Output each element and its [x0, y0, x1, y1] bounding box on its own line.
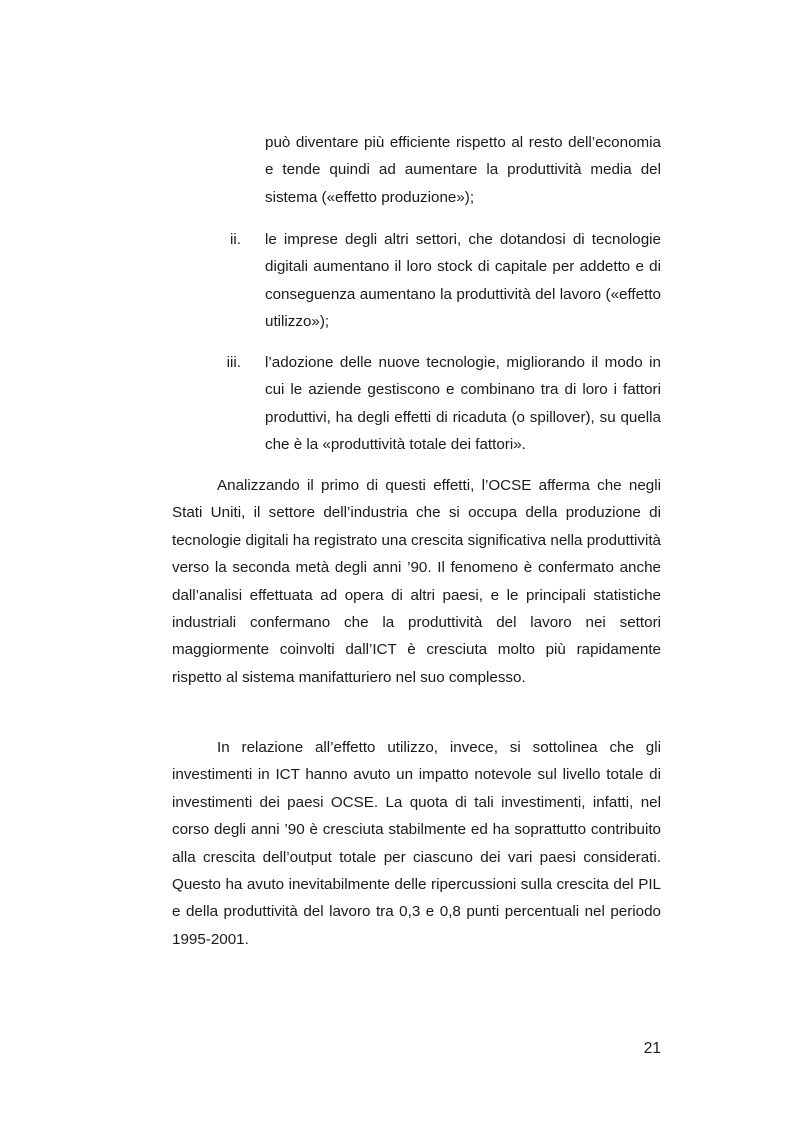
paragraph-utilization-effect: In relazione all’effetto utilizzo, invece, si sottolinea che gli investimenti in ICT hanno avuto un impatto notevole sul livello totale di investimenti dei paesi OCSE. La quota di tali investimenti, infatti, nel corso degli anni ’90 è cresciuta stabilmente ed ha soprattutto contribuito alla crescita dell’output totale per ciascuno dei vari paesi considerati. Questo ha avuto inevitabilmente delle ripercussioni sulla crescita del PIL e della produttività del lavoro tra 0,3 e 0,8 punti percentuali nel periodo 1995-2001.	[172, 739, 661, 948]
list-marker-iii: iii.	[226, 354, 241, 371]
list-marker-ii: ii.	[230, 231, 241, 248]
list-item-continuation: può diventare più efficiente rispetto al resto dell’economia e tende quindi ad aumentare la produttività media del sistema («effetto produzione»);	[265, 134, 661, 206]
page-number: 21	[643, 1040, 661, 1057]
paragraph-production-effect: Analizzando il primo di questi effetti, l’OCSE afferma che negli Stati Uniti, il settore dell’industria che si occupa della produzione di tecnologie digitali ha registrato una crescita significativa nella produttività verso la seconda metà degli anni ’90. Il fenomeno è confermato anche dall’analisi effettuata ad opera di altri paesi, e le principali statistiche industriali confermano che la produttività del lavoro nei settori maggiormente coinvolti dall’ICT è cresciuta molto più rapidamente rispetto al sistema manifatturiero nel suo complesso.	[172, 477, 661, 686]
list-item-iii: l’adozione delle nuove tecnologie, migliorando il modo in cui le aziende gestiscono e combinano tra di loro i fattori produttivi, ha degli effetti di ricaduta (o spillover), su quella che è la «produttività totale dei fattori».	[265, 354, 661, 453]
list-item-ii: le imprese degli altri settori, che dotandosi di tecnologie digitali aumentano il loro stock di capitale per addetto e di conseguenza aumentano la produttività del lavoro («effetto utilizzo»);	[265, 231, 661, 330]
